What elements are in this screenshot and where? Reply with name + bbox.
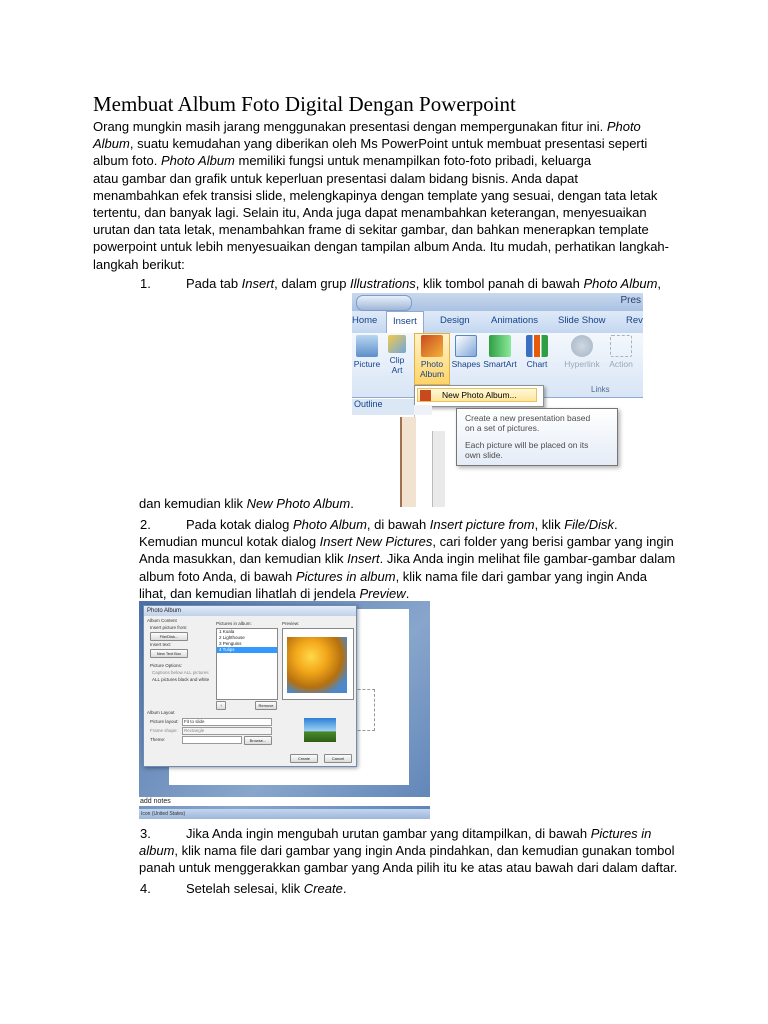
chart-button: Chart [522, 335, 552, 369]
picture-icon [356, 335, 378, 357]
step-1-text: Pada tab Insert, dalam grup Illustrations, klik tombol panah di bawah Photo Album, [186, 276, 662, 291]
photo-album-icon [420, 390, 431, 401]
status-bar: Icon (United States) [139, 809, 430, 819]
photo-album-dialog-screenshot [139, 601, 430, 819]
clip-art-button: Clip Art [384, 335, 410, 375]
tab-animations: Animations [491, 315, 538, 326]
step-2-number: 2. [140, 517, 151, 532]
links-group-label: Links [591, 385, 610, 394]
browse-button: Browse... [244, 736, 272, 745]
slide-frame-edge [400, 417, 416, 507]
cancel-button: Cancel [324, 754, 352, 763]
intro-paragraph: Orang mungkin masih jarang menggunakan presentasi dengan mempergunakan fitur ini. Photo Album, suatu kemudahan yang diberikan oleh Ms PowerPoint untuk membuat presentasi seperti album foto. Photo Album memiliki fungsi untuk menampilkan foto-foto pribadi, keluarga atau gambar dan grafik untuk keperluan presentasi dalam bidang bisnis. Anda dapat menambahkan efek transisi slide, melengkapinya dengan template yang sesuai, dengan tata letak tertentu, dan banyak lagi. Selain itu, Anda juga dapat menambahkan keterangan, menyesuaikan urutan dan tata letak, menambahkan frame di sekitar gambar, dan bahkan menerapkan template powerpoint untuk lebih menyesuaikan dengan tampilan album Anda. Itu mudah, perhatikan langkah- langkah berikut: [93, 119, 669, 272]
tab-home: Home [352, 315, 378, 326]
tab-design: Design [440, 315, 470, 326]
outline-tab: Outline [352, 399, 416, 415]
tab-insert: Insert [386, 311, 424, 333]
list-item: 4 Tulips [217, 647, 277, 653]
clip-art-icon [388, 335, 406, 353]
move-up-icon: ↑ [216, 701, 226, 710]
photo-album-button: Photo Album [415, 335, 449, 379]
quick-access-toolbar [356, 295, 412, 311]
picture-layout-select: Fit to slide [182, 718, 272, 726]
photo-album-dropdown [414, 385, 544, 407]
dialog-title: Photo Album [144, 606, 356, 616]
new-text-box-button: New Text Box [150, 649, 188, 658]
action-icon [610, 335, 632, 357]
vertical-ruler [432, 431, 445, 507]
dropdown-second-item [414, 405, 432, 415]
remove-button: Remove [255, 701, 277, 710]
smartart-icon [489, 335, 511, 357]
tab-slide-show: Slide Show [558, 315, 606, 326]
tooltip: Create a new presentation based on a set of pictures. Each picture will be placed on its own slide. [456, 408, 618, 466]
new-photo-album-menu-item: New Photo Album... [417, 388, 537, 402]
hyperlink-icon [571, 335, 593, 357]
chart-icon [526, 335, 548, 357]
step-4-text: Setelah selesai, klik Create. [186, 881, 347, 896]
title-bar: Pres [352, 293, 643, 311]
list-item: 1 Koala [219, 629, 235, 634]
theme-input [182, 736, 242, 744]
step-2-text: Pada kotak dialog Photo Album, di bawah Insert picture from, klik File/Disk. Kemudian muncul kotak dialog Insert New Pictures, cari folder yang berisi gambar yang ingin Anda masukkan, dan kemudian klik Insert. Jika Anda ingin melihat file gambar-gambar dalam album foto Anda, di bawah Pictures in album, klik nama file dari gambar yang ingin Anda lihat, dan kemudian lihatlah di jendela Preview. [139, 517, 676, 601]
smartart-button: SmartArt [482, 335, 518, 369]
tulips-photo [287, 637, 347, 693]
layout-thumbnail [304, 718, 336, 742]
frame-shape-select: Rectangle [182, 727, 272, 735]
ribbon-tabs [352, 311, 643, 334]
step-1-number: 1. [140, 276, 151, 291]
hyperlink-button: Hyperlink [562, 335, 602, 369]
step-3-text: Jika Anda ingin mengubah urutan gambar yang ditampilkan, di bawah Pictures in album, klik nama file dari gambar yang ingin Anda pindahkan, dan kemudian gunakan tombol panah untuk menggerakkan gambar yang Anda pilih itu ke atas atau bawah dari dalam daftar. [139, 826, 678, 876]
shapes-icon [455, 335, 477, 357]
preview-box [282, 628, 354, 700]
action-button: Action [606, 335, 636, 369]
photo-album-icon [421, 335, 443, 357]
shapes-button: Shapes [451, 335, 481, 369]
step-1-followup: dan kemudian klik New Photo Album. [139, 496, 354, 511]
notes-bar: add notes [139, 797, 430, 806]
pictures-in-album-list [216, 628, 278, 700]
photo-album-dialog: Photo Album Album Content Insert picture from: File/Disk... Insert text: New Text Box Picture Options: Captions below ALL pictures ALL pictures black and white Pictures in album: 1 Koala 2 Lighthouse 3 Penguins 4 Tulips Preview: ↑ Remove Album Layout Picture layout: Fit to slide Frame shape: Rectangle Theme: Browse... Create Cancel [143, 605, 357, 767]
step-4-number: 4. [140, 881, 151, 896]
tab-review: Rev [626, 315, 643, 326]
step-3-number: 3. [140, 826, 151, 841]
list-item: 3 Penguins [219, 641, 242, 646]
list-item: 2 Lighthouse [219, 635, 245, 640]
create-button: Create [290, 754, 318, 763]
picture-button: Picture [352, 335, 382, 369]
ribbon-screenshot [352, 293, 643, 507]
file-disk-button: File/Disk... [150, 632, 188, 641]
page-title: Membuat Album Foto Digital Dengan Powerpoint [93, 92, 516, 116]
